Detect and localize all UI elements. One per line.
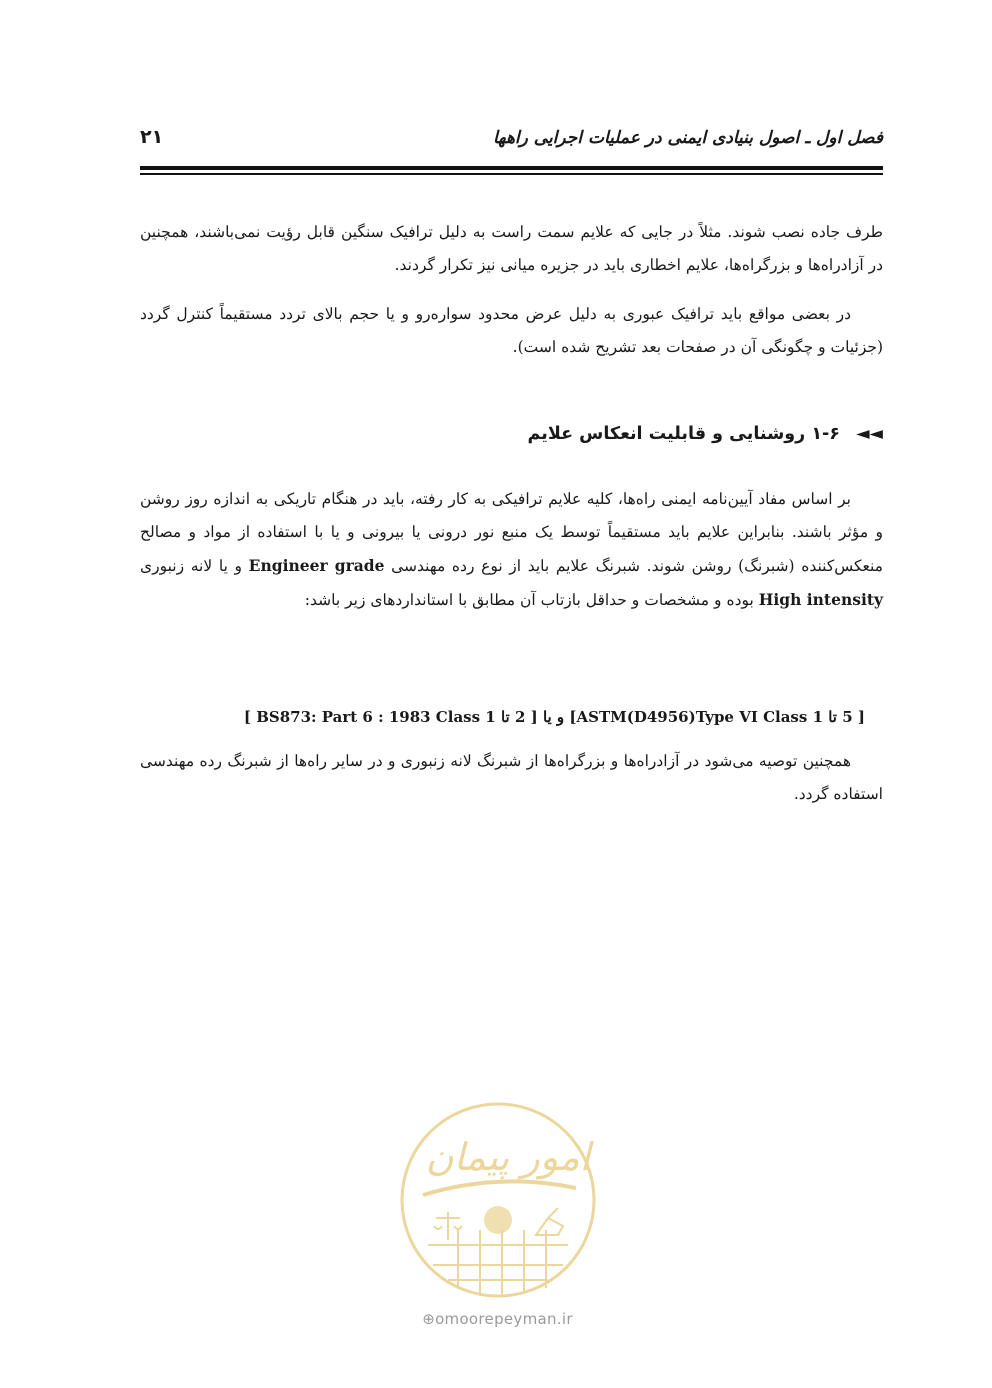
logo-circle [402,1104,594,1296]
bs-standard: 1 BS873: Part 6 : 1983 Class [256,708,496,726]
section-heading [528,424,883,444]
bracket: ] [569,708,577,726]
p3-text-2: و یا لانه زنبوری [140,557,243,575]
range-word: تا [828,708,837,726]
high-intensity-term: High intensity [758,590,883,609]
logo-swoosh [423,1181,576,1195]
section-number: ۱-۶ [811,424,840,444]
header-rule-thin [140,173,883,175]
class-number: 2 [514,708,526,726]
double-arrow-icon: ◄◄ [856,424,883,444]
p3-text-3: بوده و مشخصات و حداقل بازتاب آن مطابق با استانداردهای زیر باشد: [304,591,754,609]
paragraph-2: در بعضی مواقع باید ترافیک عبوری به دلیل عرض محدود سواره‌رو و یا حجم بالای تردد مستقیماً کنترل گردد (جزئیات و چگونگی آن در صفحات بعد تشریح شده است). [140,305,883,356]
watermark-logo [398,1100,598,1300]
or-word: و یا [542,708,565,726]
header-rule-thick [140,166,883,170]
page-number: ۲۱ [140,126,164,148]
watermark-url-text: omoorepeyman.ir [435,1310,573,1328]
engineer-grade-term: Engineer grade [248,556,385,575]
globe-icon: ⊕ [422,1310,436,1328]
paragraph-1: طرف جاده نصب شوند. مثلاً در جایی که علایم سمت راست به دلیل ترافیک سنگین قابل رؤیت نمی‌باشند، همچنین در آزادراه‌ها و بزرگراه‌ها، علایم اخطاری باید در جزیره میانی نیز تکرار گردند. [140,223,883,274]
standards-line [140,701,883,734]
astm-standard: 1 ASTM(D4956)Type VI Class [576,708,823,726]
paragraph-3 [140,483,883,617]
paragraph-4: همچنین توصیه می‌شود در آزادراه‌ها و بزرگراه‌ها از شبرنگ لانه زنبوری و در سایر راه‌ها از شبرنگ رده مهندسی استفاده گردد. [140,752,883,803]
section-title: روشنایی و قابلیت انعکاس علایم [527,424,806,444]
bracket: ] [243,708,251,726]
helmet-icon [484,1206,512,1234]
bracket: [ [530,708,538,726]
watermark-url [390,1310,605,1328]
chapter-title: فصل اول ـ اصول بنیادی ایمنی در عملیات اجرایی راهها [492,128,883,148]
class-number: 5 [842,708,853,726]
range-word: تا [500,708,510,726]
p3-text-1: بر اساس مفاد آیین‌نامه ایمنی راه‌ها، کلیه علایم ترافیکی به کار رفته، باید در هنگام تاریکی به اندازه روز روشن و مؤثر باشند. بنابراین علایم باید مستقیماً توسط یک منبع نور درونی یا بیرونی و یا با استفاده از مواد و مصالح منعکس‌کننده (شبرنگ) روشن شوند. شبرنگ علایم باید از نوع رده مهندسی [140,490,883,575]
excavator-icon [536,1208,563,1235]
page-header [140,124,883,160]
bracket: [ [857,708,865,726]
logo-text: امور پیمان [425,1135,591,1179]
